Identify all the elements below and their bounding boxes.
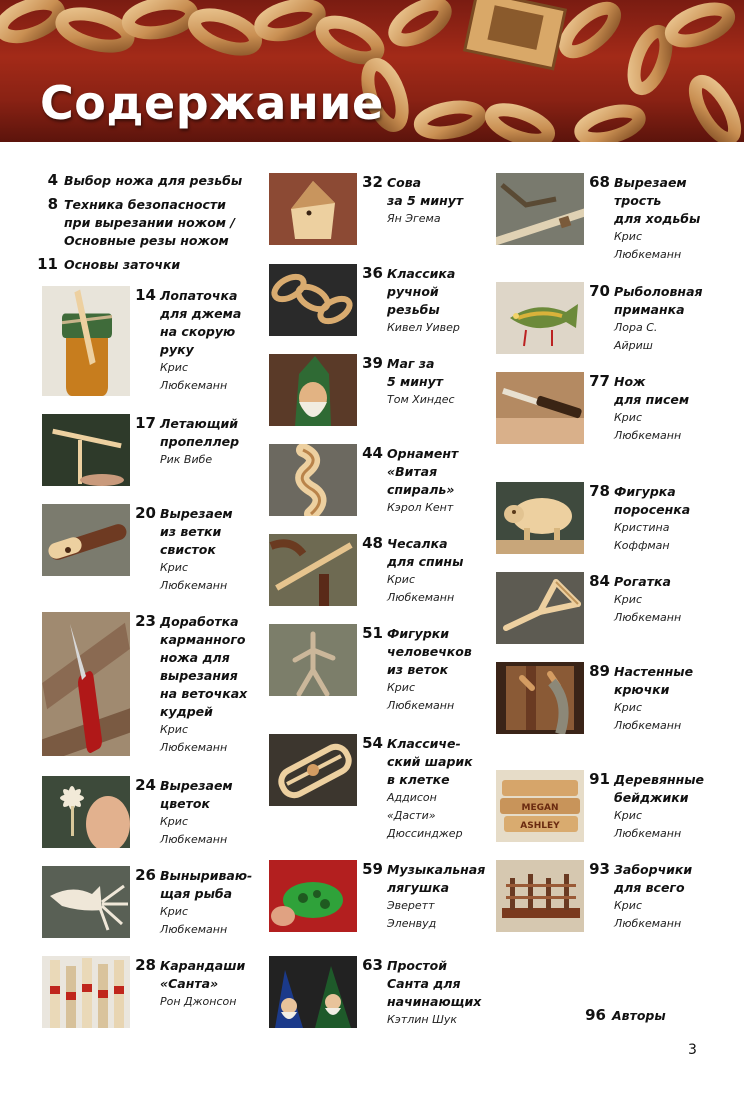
entry-author: Крис Любкеманн — [160, 361, 228, 392]
entry-author: Крис Любкеманн — [160, 561, 228, 592]
entry-number: 39 — [362, 354, 383, 372]
entry-number: 36 — [362, 264, 383, 282]
page-number: 3 — [688, 1042, 697, 1058]
entry-number: 11 — [37, 255, 58, 273]
entry-title: Музыкальная лягушка — [387, 862, 486, 895]
entry-title: Карандаши «Санта» — [160, 958, 246, 991]
entry-title: Авторы — [612, 1008, 666, 1023]
entry-author: Крис Любкеманн — [160, 905, 228, 936]
entry-number: 48 — [362, 534, 383, 552]
entry-number: 24 — [135, 776, 156, 794]
entry-author: Крис Любкеманн — [160, 815, 228, 846]
entry-title: Выбор ножа для резьбы — [64, 173, 243, 188]
entry-author: Кристина Коффман — [614, 521, 670, 552]
entry-title: Основы заточки — [64, 257, 181, 272]
entry-author: Крис Любкеманн — [614, 593, 682, 624]
entry-number: 4 — [47, 171, 58, 189]
entry-author: Том Хиндес — [387, 393, 455, 406]
entry-number: 89 — [589, 662, 610, 680]
entry-number: 28 — [135, 956, 156, 974]
entry-number: 63 — [362, 956, 383, 974]
entry-author: Рик Вибе — [160, 453, 213, 466]
entry-title: Маг за 5 минут — [387, 356, 444, 389]
entry-author: Рон Джонсон — [160, 995, 237, 1008]
entry-title: Нож для писем — [614, 374, 690, 407]
entry-title: Вырезаем цветок — [160, 778, 233, 811]
entry-title: Летающий пропеллер — [160, 416, 240, 449]
entry-author: Кэрол Кент — [387, 501, 454, 514]
entry-number: 44 — [362, 444, 383, 462]
svg-text:MEGAN: MEGAN — [521, 803, 559, 813]
entry-number: 26 — [135, 866, 156, 884]
pocket-knife-photo — [42, 612, 130, 756]
entry-author: Ян Эгема — [387, 212, 441, 225]
page-title: Содержание — [40, 76, 384, 130]
entry-number: 96 — [585, 1006, 606, 1024]
entry-author: Крис Любкеманн — [160, 723, 228, 754]
entry-author: Крис Любкеманн — [614, 899, 682, 930]
entry-author: Эверетт Эленвуд — [387, 899, 437, 930]
entry-author: Крис Любкеманн — [614, 230, 682, 261]
svg-text:ASHLEY: ASHLEY — [520, 821, 560, 831]
entry-number: 68 — [589, 173, 610, 191]
entry-number: 54 — [362, 734, 383, 752]
entry-title: Доработка карманного ножа для вырезания на веточках кудрей — [160, 614, 248, 719]
entry-title: Выныриваю- щая рыба — [160, 868, 253, 901]
entry-title: Классиче- ский шарик в клетке — [387, 736, 473, 787]
entry-title: Лопаточка для джема на скорую руку — [160, 288, 242, 357]
entry-author: Лора С. Айриш — [614, 321, 658, 352]
entry-title: Вырезаем трость для ходьбы — [614, 175, 701, 226]
entry-number: 23 — [135, 612, 156, 630]
entry-title: Настенные крючки — [614, 664, 694, 697]
entry-number: 84 — [589, 572, 610, 590]
entry-number: 14 — [135, 286, 156, 304]
entry-title: Рыболовная приманка — [614, 284, 703, 317]
entry-author: Крис Любкеманн — [614, 809, 682, 840]
entry-title: Деревянные бейджики — [614, 772, 705, 805]
entry-title: Заборчики для всего — [614, 862, 693, 895]
entry-number: 32 — [362, 173, 383, 191]
entry-title: Чесалка для спины — [387, 536, 464, 569]
entry-number: 20 — [135, 504, 156, 522]
entry-number: 78 — [589, 482, 610, 500]
entry-number: 91 — [589, 770, 610, 788]
entry-author: Крис Любкеманн — [614, 701, 682, 732]
entry-title: Вырезаем из ветки свисток — [160, 506, 233, 557]
entry-author: Крис Любкеманн — [614, 411, 682, 442]
entry-number: 51 — [362, 624, 383, 642]
entry-title: Простой Санта для начинающих — [387, 958, 482, 1009]
entry-title: Фигурки человечков из веток — [387, 626, 472, 677]
entry-author: Аддисон «Дасти» Дюссинджер — [387, 791, 463, 840]
entry-author: Крис Любкеманн — [387, 681, 455, 712]
entry-title: Техника безопасности при вырезании ножом / Основные резы ножом — [64, 197, 235, 248]
entry-number: 59 — [362, 860, 383, 878]
entry-title: Классика ручной резьбы — [387, 266, 456, 317]
entry-author: Кэтлин Шук — [387, 1013, 458, 1026]
entry-number: 17 — [135, 414, 156, 432]
entry-number: 8 — [47, 195, 58, 213]
entry-title: Фигурка поросенка — [614, 484, 691, 517]
entry-title: Орнамент «Витая спираль» — [387, 446, 459, 497]
entry-number: 77 — [589, 372, 610, 390]
entry-title: Рогатка — [614, 574, 671, 589]
entry-author: Крис Любкеманн — [387, 573, 455, 604]
entry-number: 70 — [589, 282, 610, 300]
entry-title: Сова за 5 минут — [387, 175, 464, 208]
entry-number: 93 — [589, 860, 610, 878]
header-banner — [0, 0, 744, 142]
entry-author: Кивел Уивер — [387, 321, 460, 334]
